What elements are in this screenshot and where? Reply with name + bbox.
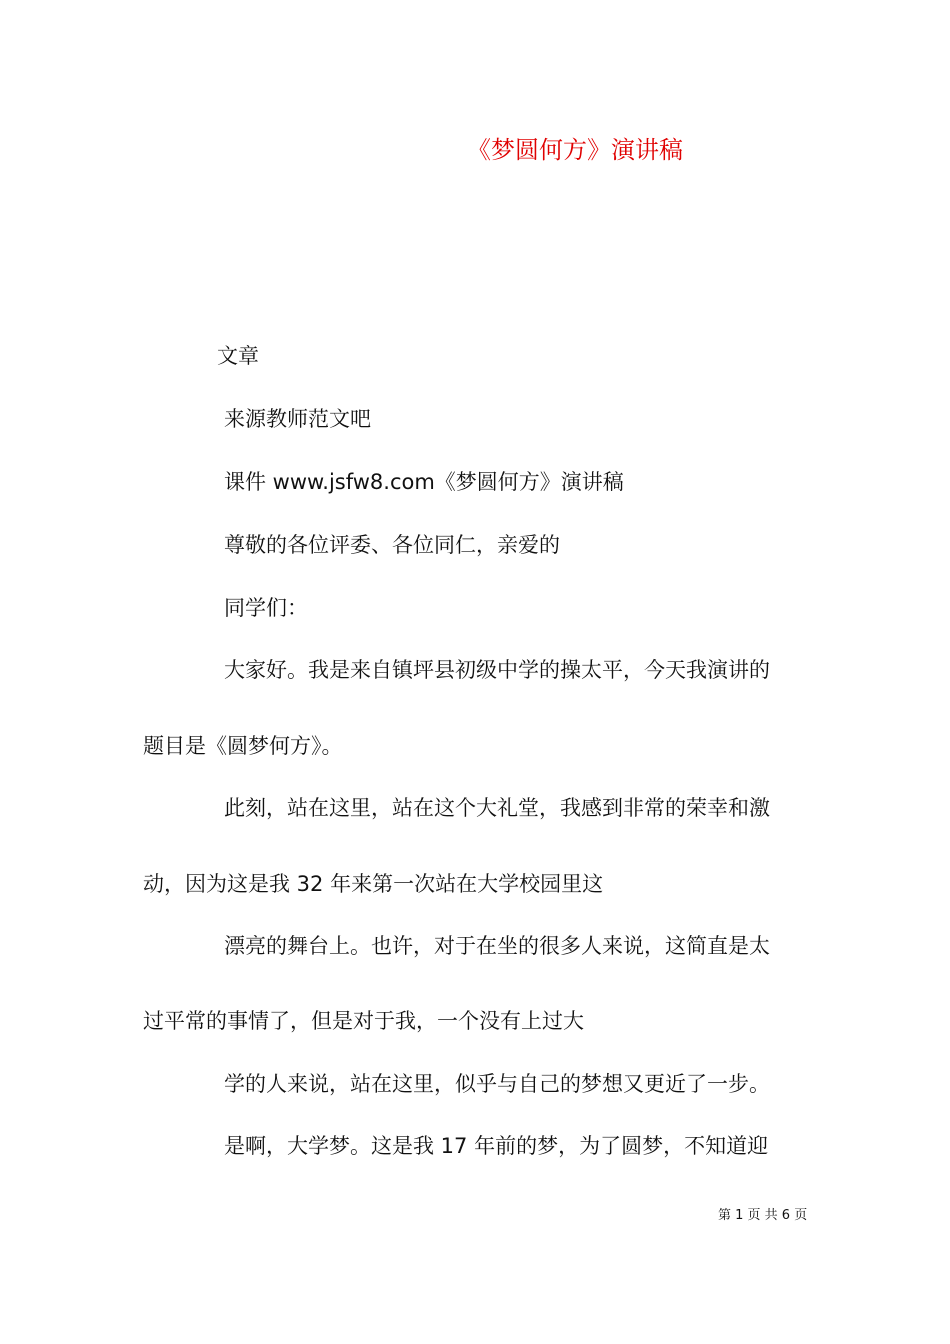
text-line: 漂亮的舞台上。也许，对于在坐的很多人来说，这简直是太	[224, 934, 770, 958]
text-line: 题目是《圆梦何方》。	[143, 734, 343, 758]
text-line: 来源教师范文吧	[224, 407, 371, 431]
text-line: 过平常的事情了，但是对于我，一个没有上过大	[143, 1009, 584, 1033]
page-number: 第 1 页 共 6 页	[718, 1208, 808, 1223]
text-line: 同学们：	[224, 596, 308, 620]
text-line: 文章	[217, 344, 259, 368]
document-title: 《梦圆何方》演讲稿	[467, 136, 683, 164]
text-line: 是啊，大学梦。这是我 17 年前的梦，为了圆梦，不知道迎	[224, 1134, 769, 1158]
text-line: 学的人来说，站在这里，似乎与自己的梦想又更近了一步。	[224, 1072, 770, 1096]
text-line: 大家好。我是来自镇坪县初级中学的操太平，今天我演讲的	[224, 658, 770, 682]
text-line: 动，因为这是我 32 年来第一次站在大学校园里这	[143, 872, 604, 896]
text-line: 尊敬的各位评委、各位同仁，亲爱的	[224, 533, 560, 557]
text-line: 课件 www.jsfw8.com《梦圆何方》演讲稿	[224, 470, 624, 494]
text-line: 此刻，站在这里，站在这个大礼堂，我感到非常的荣幸和激	[224, 796, 770, 820]
